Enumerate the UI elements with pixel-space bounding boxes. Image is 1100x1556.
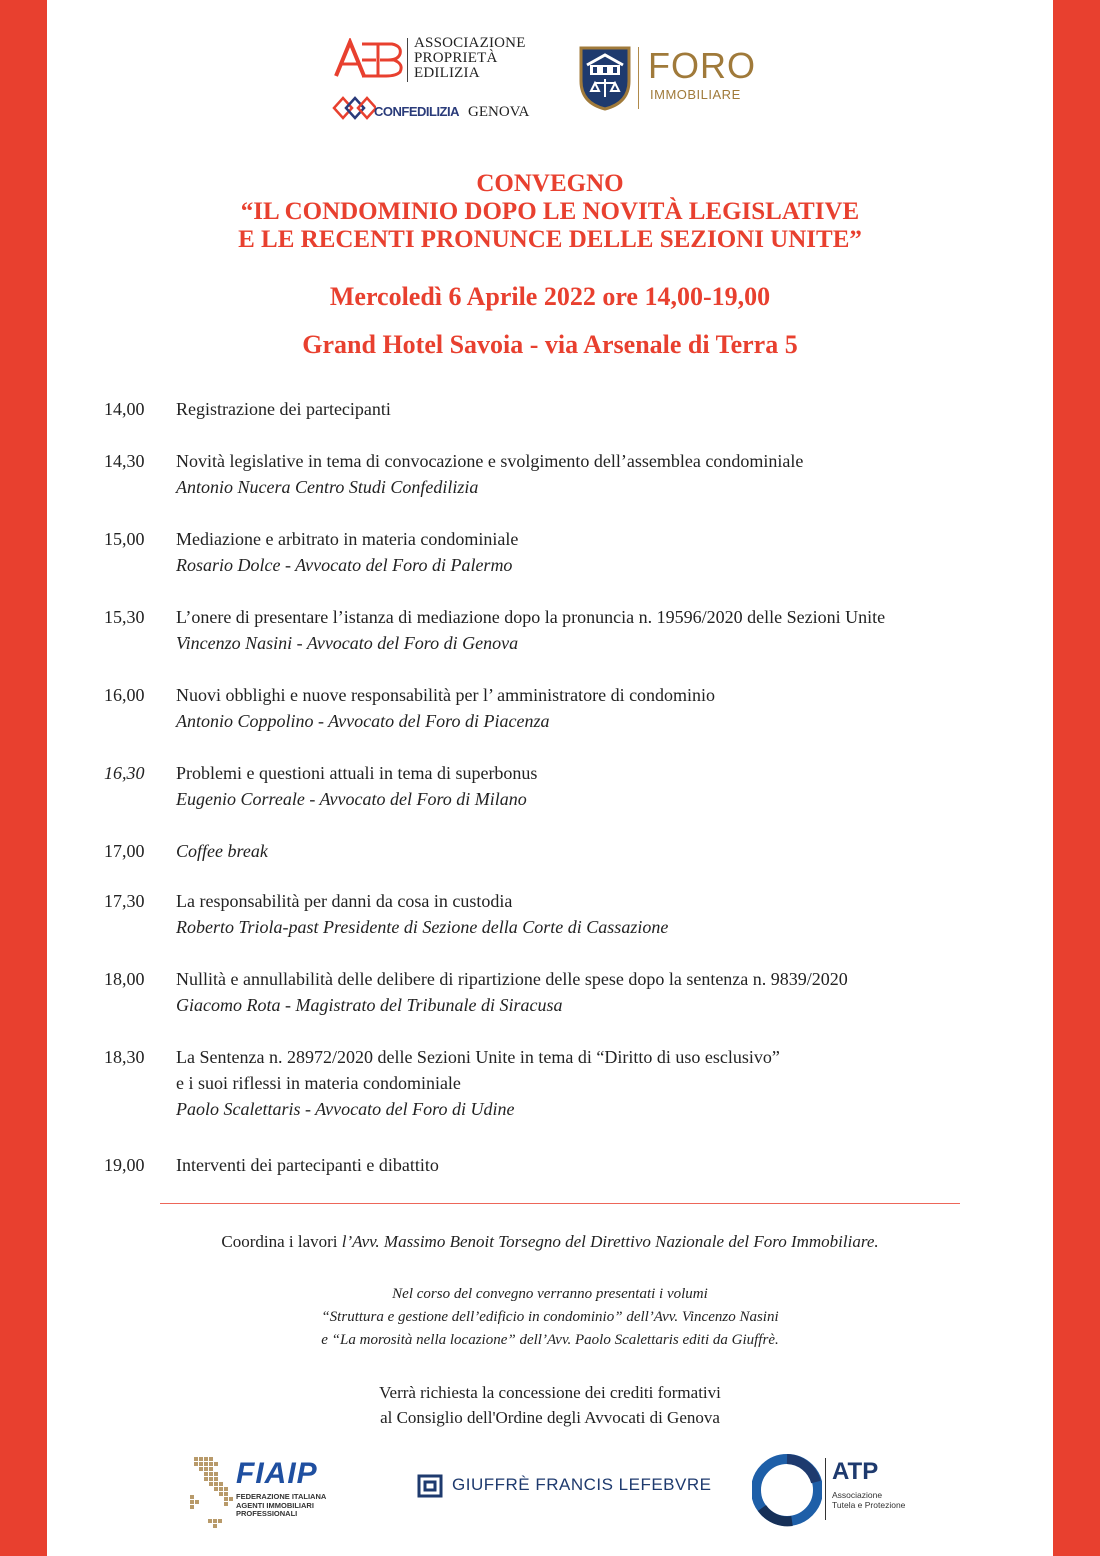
volumes-line-2: “Struttura e gestione dell’edificio in condominio” dell’Avv. Vincenzo Nasini [321, 1309, 779, 1325]
program-title-continued: e i suoi riflessi in materia condominiale [176, 1073, 461, 1093]
program-time: 14,00 [104, 399, 145, 419]
program-speaker: Vincenzo Nasini - Avvocato del Foro di Genova [176, 633, 519, 653]
program-title: Problemi e questioni attuali in tema di superbonus [176, 763, 538, 783]
program-speaker: Eugenio Correale - Avvocato del Foro di Milano [176, 789, 527, 809]
atp-name: ATP [832, 1458, 879, 1485]
volumes-note [47, 1283, 1053, 1352]
left-red-band [0, 0, 47, 1556]
program-title: Novità legislative in tema di convocazione e svolgimento dell’assemblea condominiale [176, 451, 804, 471]
coordinator-note [47, 1232, 1053, 1252]
giuffre-name: GIUFFRÈ FRANCIS LEFEBVRE [452, 1475, 712, 1494]
fiaip-sub-line-1: FEDERAZIONE ITALIANA [236, 1492, 327, 1501]
italy-map-icon [188, 1455, 236, 1535]
atp-logo [752, 1452, 922, 1532]
program-title: Mediazione e arbitrato in materia condominiale [176, 529, 519, 549]
program-time: 18,30 [104, 1047, 145, 1067]
volumes-line-3: e “La morosità nella locazione” dell’Avv. Paolo Scalettaris editi da Giuffrè. [321, 1332, 779, 1348]
program-speaker: Giacomo Rota - Magistrato del Tribunale di Siracusa [176, 995, 563, 1015]
giuffre-logo [416, 1473, 716, 1503]
fiaip-subtitle [236, 1493, 326, 1519]
ape-line-1: ASSOCIAZIONE [414, 35, 526, 51]
ape-confedilizia-logo [332, 36, 542, 126]
giuffre-mark-icon [416, 1473, 444, 1499]
fiaip-sub-line-2: AGENTI IMMOBILIARI [236, 1500, 314, 1510]
fiaip-name: FIAIP [236, 1457, 318, 1490]
atp-sub-line-1: Associazione [832, 1490, 883, 1500]
program-title: L’onere di presentare l’istanza di mediazione dopo la pronuncia n. 19596/2020 delle Sezioni Unite [176, 607, 886, 627]
program-speaker: Antonio Nucera Centro Studi Confedilizia [176, 477, 479, 497]
program-time: 17,30 [104, 891, 145, 911]
ape-name [414, 36, 526, 81]
foro-immobiliare-logo [578, 45, 778, 115]
event-title-line-1: “IL CONDOMINIO DOPO LE NOVITÀ LEGISLATIVE [240, 198, 860, 225]
foro-divider [638, 47, 639, 109]
credits-line-2: al Consiglio dell'Ordine degli Avvocati di Genova [380, 1408, 720, 1427]
volumes-line-1: Nel corso del convegno verranno presentati i volumi [392, 1286, 708, 1302]
section-divider [160, 1203, 960, 1204]
right-red-band [1053, 0, 1100, 1556]
program-time: 17,00 [104, 841, 145, 861]
confedilizia-logo [332, 92, 542, 122]
fiaip-logo [188, 1455, 348, 1535]
program-time: 14,30 [104, 451, 145, 471]
program-time: 16,30 [104, 763, 145, 783]
ape-line-3: EDILIZIA [414, 65, 480, 81]
atp-sub-line-2: Tutela e Protezione [832, 1500, 906, 1510]
ape-logo-mark-icon [332, 38, 404, 78]
program-title: La Sentenza n. 28972/2020 delle Sezioni Unite in tema di “Diritto di uso esclusivo” [176, 1047, 780, 1067]
ape-line-2: PROPRIETÀ [414, 50, 498, 66]
credits-note [47, 1380, 1053, 1430]
program-title: Coffee break [176, 841, 268, 861]
event-headline [47, 170, 1053, 254]
program-speaker: Paolo Scalettaris - Avvocato del Foro di Udine [176, 1099, 515, 1119]
program-title: Registrazione dei partecipanti [176, 399, 391, 419]
confedilizia-mark-icon [332, 92, 376, 122]
coordinator-name: l’Avv. Massimo Benoit Torsegno del Direttivo Nazionale del Foro Immobiliare. [341, 1232, 879, 1251]
program-time: 16,00 [104, 685, 145, 705]
confedilizia-name: CONFEDILIZIA [374, 104, 459, 119]
atp-divider [825, 1458, 826, 1520]
convegno-label: CONVEGNO [476, 170, 624, 197]
program-time: 15,00 [104, 529, 145, 549]
fiaip-sub-line-3: PROFESSIONALI [236, 1509, 298, 1518]
ape-divider [407, 38, 408, 82]
program-time: 15,30 [104, 607, 145, 627]
program-title: Nullità e annullabilità delle delibere di ripartizione delle spese dopo la sentenza n. 9839/2020 [176, 969, 848, 989]
event-title-line-2: E LE RECENTI PRONUNCE DELLE SEZIONI UNITE” [238, 226, 862, 253]
foro-subtitle: IMMOBILIARE [650, 87, 741, 102]
program-speaker: Antonio Coppolino - Avvocato del Foro di Piacenza [176, 711, 550, 731]
program-title: La responsabilità per danni da cosa in custodia [176, 891, 513, 911]
program-time: 18,00 [104, 969, 145, 989]
event-venue: Grand Hotel Savoia - via Arsenale di Terra 5 [302, 330, 798, 359]
event-date: Mercoledì 6 Aprile 2022 ore 14,00-19,00 [329, 282, 771, 311]
atp-ring-icon [752, 1452, 822, 1528]
credits-line-1: Verrà richiesta la concessione dei crediti formativi [379, 1383, 721, 1402]
atp-subtitle [832, 1490, 905, 1510]
coordinator-prefix: Coordina i lavori [221, 1232, 342, 1251]
foro-shield-icon [578, 45, 632, 111]
program-speaker: Rosario Dolce - Avvocato del Foro di Palermo [176, 555, 513, 575]
program-time: 19,00 [104, 1155, 145, 1175]
foro-title: FORO [648, 45, 756, 86]
confedilizia-city: GENOVA [468, 104, 530, 120]
program-speaker: Roberto Triola-past Presidente di Sezione della Corte di Cassazione [176, 917, 669, 937]
program-title: Nuovi obblighi e nuove responsabilità per l’ amministratore di condominio [176, 685, 716, 705]
program-title: Interventi dei partecipanti e dibattito [176, 1155, 439, 1175]
